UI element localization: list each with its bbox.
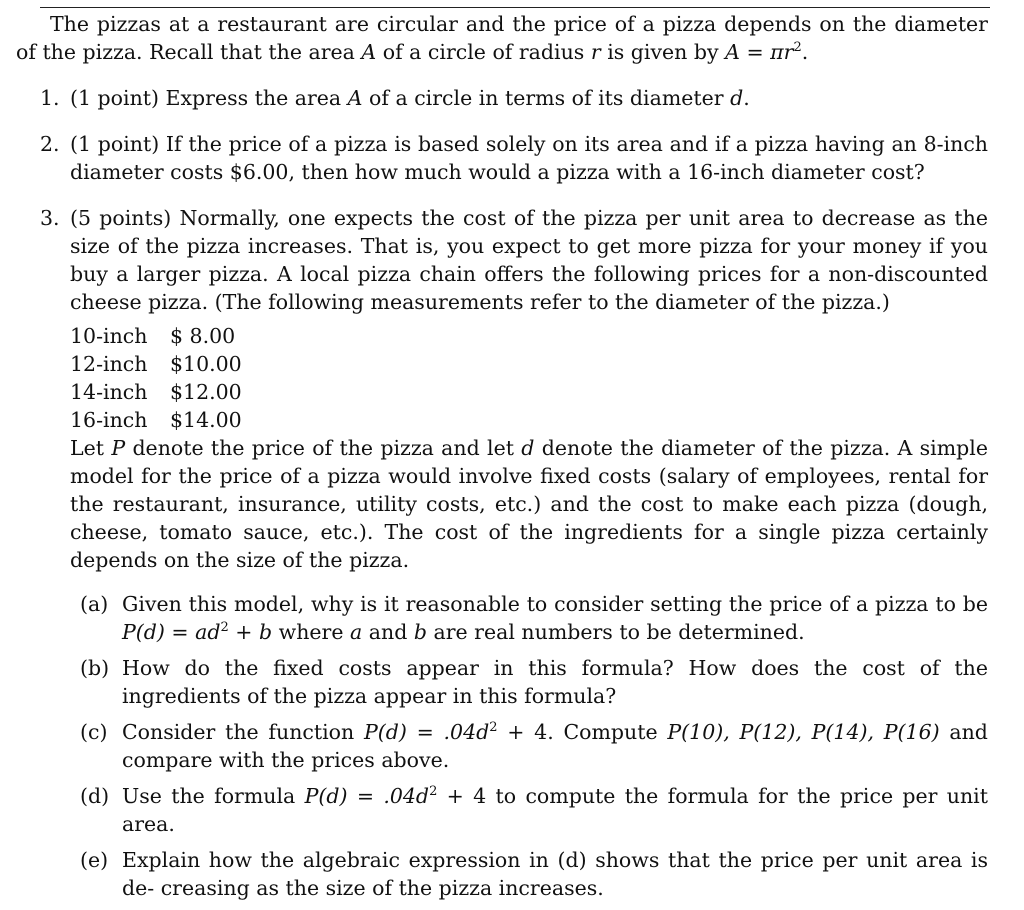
part-c-formula: P(d) = .04d [363,720,490,744]
part-a-t3: and [368,620,408,644]
intro-mid: of a circle of radius [382,40,585,64]
intro-text: The pizzas at a restaurant are circular and the price of a pizza depends on the diameter of the pizza. Recall that the area [16,12,988,64]
question-1-var-a: A [347,86,363,110]
part-c-values: P(10), P(12), P(14), P(16) [667,720,940,744]
price-value: $14.00 [170,408,242,432]
part-a-t2: where [278,620,344,644]
part-a-var-a: a [350,620,363,644]
price-size: 16-inch [70,408,148,432]
part-d-formula: P(d) = .04d [304,784,430,808]
price-table [70,322,988,434]
question-1-body [70,84,988,112]
part-b-text: How do the fixed costs appear in this formula? How does the cost of the ingredients of the pizza appear in this formula? [122,656,988,708]
model-paragraph [70,434,988,574]
part-c-t3: and compare with the prices above. [122,720,988,772]
price-row [70,378,988,406]
part-e-text: Explain how the algebraic expression in (d) shows that the price per unit area is de- creasing as the size of the pizza increases. [122,848,988,900]
question-2 [16,130,988,186]
intro-exponent: 2 [793,40,802,55]
part-d [16,782,988,838]
part-d-text [122,782,988,838]
part-c [16,718,988,774]
part-c-label: (c) [80,720,108,744]
question-3-number: 3. [40,206,60,230]
part-a-formula: P(d) = ad [122,620,221,644]
part-d-label: (d) [80,784,110,808]
intro-end: . [801,40,809,64]
part-b [16,654,988,710]
part-d-t2: to compute the formula for the price per unit area. [122,784,988,836]
intro-var-r: r [590,40,601,64]
question-3-body [70,204,988,574]
price-size: 10-inch [70,324,148,348]
part-e-label: (e) [80,848,109,872]
part-c-t1: Consider the function [122,720,355,744]
model-text-2: denote the price of the pizza and let [132,436,514,460]
part-a-text [122,590,988,646]
question-1-text: (1 point) Express the area [70,86,342,110]
part-d-exponent: 2 [429,784,438,799]
intro-mid2: is given by [607,40,719,64]
part-a-formula-tail: + b [235,620,273,644]
part-a-label: (a) [80,592,109,616]
question-1-var-d: d [730,86,744,110]
question-1-number: 1. [40,86,60,110]
part-a-t4: are real numbers to be determined. [433,620,805,644]
intro-paragraph [16,10,988,66]
part-a-t1: Given this model, why is it reasonable to consider setting the price of a pizza to be [122,592,988,616]
model-var-p: P [111,436,126,460]
part-c-exponent: 2 [489,720,498,735]
part-c-formula-tail: + 4. [507,720,554,744]
part-d-formula-tail: + 4 [446,784,487,808]
model-var-d: d [521,436,535,460]
part-a-exponent: 2 [220,620,229,635]
problem-sheet [16,10,988,910]
part-a [16,590,988,646]
intro-formula: A = πr [725,40,794,64]
part-c-text [122,718,988,774]
question-2-text: (1 point) If the price of a pizza is based solely on its area and if a pizza having an 8-inch diameter costs $6.00, then how much would a pizza with a 16-inch diameter cost? [70,132,988,184]
price-value: $10.00 [170,352,242,376]
question-3-text: (5 points) Normally, one expects the cost of the pizza per unit area to decrease as the size of the pizza increases. That is, you expect to get more pizza for your money if you buy a larger pizza. A local pizza chain offers the following prices for a non-discounted cheese pizza. (The following measurements refer to the diameter of the pizza.) [70,206,988,314]
question-1 [16,84,988,112]
price-size: 14-inch [70,380,148,404]
part-a-var-b: b [413,620,427,644]
price-row [70,322,988,350]
question-3-parts [16,590,988,902]
price-row [70,350,988,378]
price-size: 12-inch [70,352,148,376]
price-value: $ 8.00 [170,324,236,348]
question-3 [16,204,988,574]
model-text-3: denote the diameter of the pizza. A simple model for the price of a pizza would involve fixed costs (salary of employees, rental for the restaurant, insurance, utility costs, etc.) and the cost to make each pizza (dough, cheese, tomato sauce, etc.). The cost of the ingredients for a single pizza certainly depends on the size of the pizza. [70,436,988,572]
intro-var-a: A [361,40,377,64]
question-1-end: . [743,86,750,110]
part-e [16,846,988,902]
top-rule [40,7,990,8]
price-row [70,406,988,434]
question-1-mid: of a circle in terms of its diameter [369,86,724,110]
part-c-t2: Compute [563,720,658,744]
part-b-label: (b) [80,656,110,680]
question-2-number: 2. [40,132,60,156]
part-d-t1: Use the formula [122,784,296,808]
price-value: $12.00 [170,380,242,404]
model-text-1: Let [70,436,104,460]
